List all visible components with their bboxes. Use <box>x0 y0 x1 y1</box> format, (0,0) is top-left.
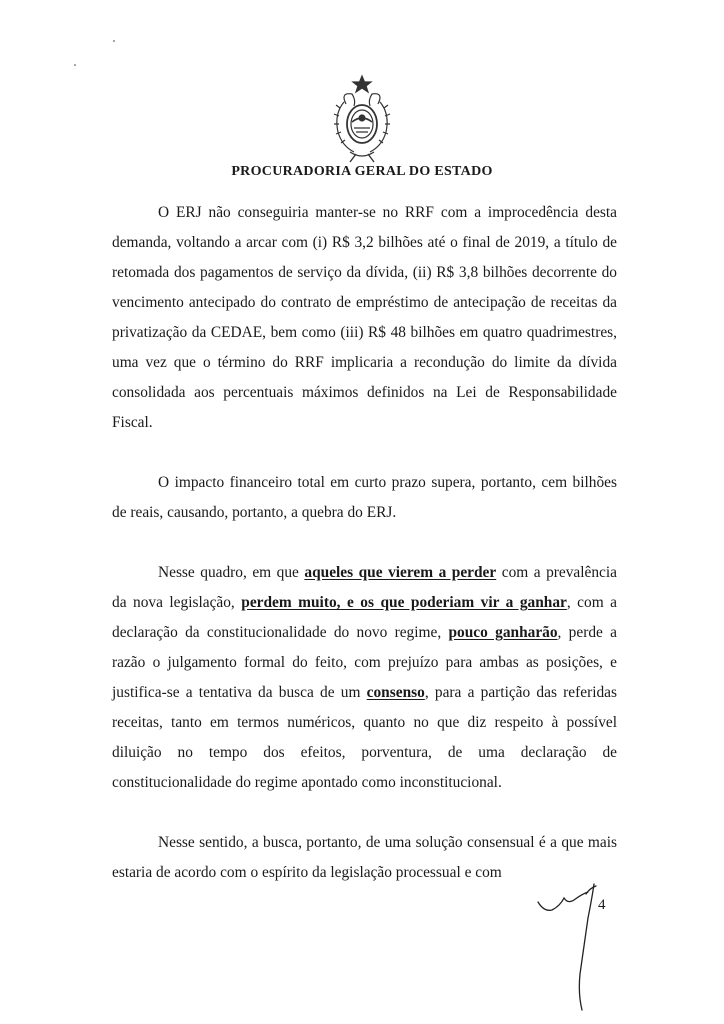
paragraph-text: Nesse quadro, em que <box>158 564 305 581</box>
paragraph-text: , com a declaração da constitucionalidade do novo regime, <box>112 594 617 641</box>
paragraph: Nesse sentido, a busca, portanto, de uma solução consensual é a que mais estaria de acordo com o espírito da legislação processual e com <box>112 834 617 881</box>
page-title: PROCURADORIA GERAL DO ESTADO <box>231 164 493 179</box>
paragraph <box>112 558 617 798</box>
emphasized-text: aqueles que vierem a perder <box>304 564 497 581</box>
emphasized-text: perdem muito, e os que poderiam vir a ganhar <box>241 594 567 611</box>
paragraph-text: , para a partição das referidas receitas, tanto em termos numéricos, quanto no que diz respeito à possível diluição no tempo dos efeitos, porventura, de uma declaração de constitucionalidade do regime apontado como inconstitucional. <box>112 684 617 791</box>
emphasized-text: pouco ganharão <box>448 624 558 641</box>
page-number: 4 <box>598 897 606 913</box>
paragraph-text: com a prevalência da nova legislação, <box>112 564 617 611</box>
handwritten-signature <box>530 870 630 1015</box>
scan-speck <box>113 40 115 42</box>
paragraph-text: , perde a razão o julgamento formal do feito, com prejuízo para ambas as posições, e justifica-se a tentativa da busca de um <box>112 624 617 701</box>
paragraph: O ERJ não conseguiria manter-se no RRF com a improcedência desta demanda, voltando a arcar com (i) R$ 3,2 bilhões até o final de 2019, a título de retomada dos pagamentos de serviço da dívida, (ii) R$ 3,8 bilhões decorrente do vencimento antecipado do contrato de empréstimo de antecipação de receitas da privatização da CEDAE, bem como (iii) R$ 48 bilhões em quatro quadrimestres, uma vez que o término do RRF implicaria a recondução do limite da dívida consolidada aos percentuais máximos definidos na Lei de Responsabilidade Fiscal. <box>112 204 617 431</box>
document-body <box>112 198 617 888</box>
paragraph: O impacto financeiro total em curto prazo supera, portanto, cem bilhões de reais, causando, portanto, a quebra do ERJ. <box>112 474 617 521</box>
emphasized-text: consenso <box>366 684 425 701</box>
scan-speck <box>74 64 76 66</box>
state-coat-of-arms-icon <box>326 74 398 164</box>
